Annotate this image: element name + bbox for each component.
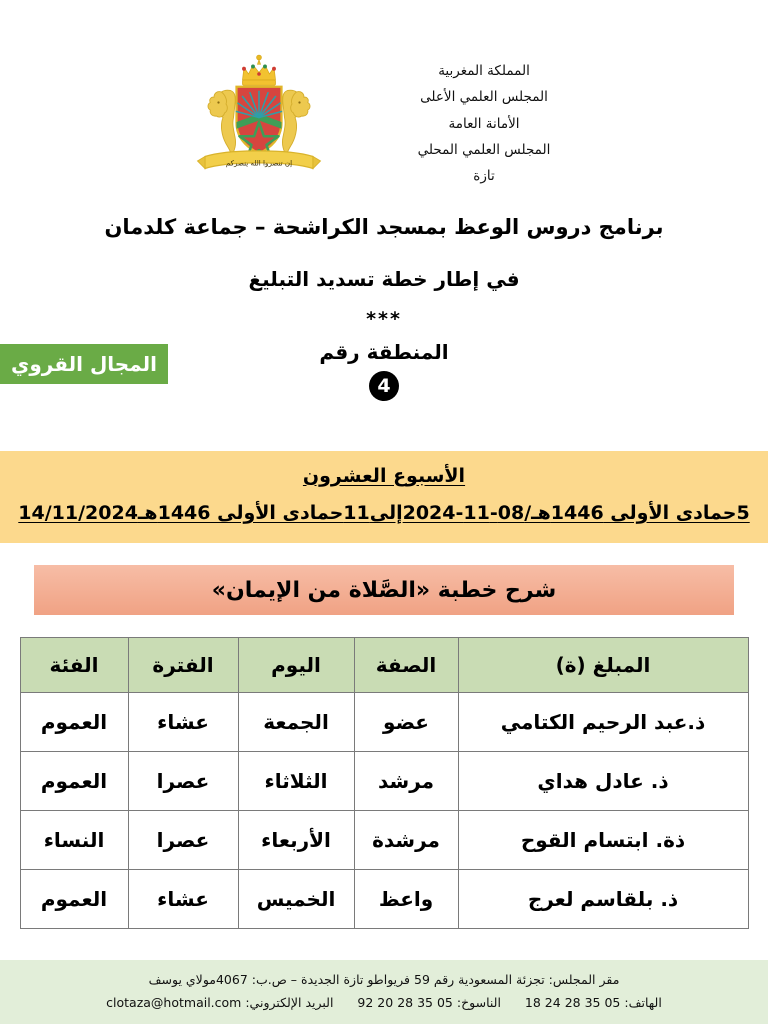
region-number-badge: 4	[369, 371, 399, 401]
table-header-row	[20, 638, 748, 693]
sermon-topic-banner: شرح خطبة «الصَّلاة من الإيمان»	[34, 565, 734, 615]
cell-name: ذ. بلقاسم لعرج	[458, 870, 748, 929]
cell-role: عضو	[354, 693, 458, 752]
table-row	[20, 752, 748, 811]
cell-role: واعظ	[354, 870, 458, 929]
region-row	[0, 339, 768, 439]
decorative-stars: ***	[366, 307, 402, 330]
ministry-line: تازة	[473, 168, 495, 185]
table-row	[20, 693, 748, 752]
sermon-banner-wrap	[0, 565, 768, 615]
ministry-line: المملكة المغربية	[438, 63, 530, 79]
cell-role: مرشدة	[354, 811, 458, 870]
fax-label: الناسوخ:	[456, 994, 501, 1010]
ministry-line: المجلس العلمي المحلي	[417, 141, 551, 158]
cell-time: عصرا	[128, 811, 238, 870]
schedule-table-wrap	[0, 637, 768, 929]
table-row	[20, 870, 748, 929]
cell-name: ذة. ابتسام القوح	[458, 811, 748, 870]
cell-category: النساء	[20, 811, 128, 870]
phone-value: 05 35 28 24 18	[524, 994, 621, 1010]
email-label: البريد الإلكتروني:	[245, 994, 334, 1010]
footer-address: مقر المجلس: تجزئة المسعودية رقم 59 فريواطو تازة الجديدة – ص.ب: 4067مولاي يوسف	[148, 971, 620, 987]
footer-contact-line	[0, 991, 768, 1014]
column-header-name: المبلغ (ة)	[458, 638, 748, 693]
page-title: برنامج دروس الوعظ بمسجد الكراشحة – جماعة كلدمان	[104, 215, 664, 239]
title-block	[0, 208, 768, 329]
cell-day: الخميس	[238, 870, 354, 929]
cell-time: عشاء	[128, 870, 238, 929]
cell-day: الجمعة	[238, 693, 354, 752]
email-value: clotaza@hotmail.com	[106, 994, 242, 1010]
column-header-time: الفترة	[128, 638, 238, 693]
week-date-range: 5حمادى الأولى 1446هـ/08-11-2024إلى11حمادى الأولى 1446هـ14/11/2024	[18, 501, 750, 524]
phone-label: الهاتف:	[624, 994, 662, 1010]
cell-name: ذ.عبد الرحيم الكتامي	[458, 693, 748, 752]
moroccan-coat-of-arms-icon	[184, 44, 334, 194]
document-footer	[0, 960, 768, 1024]
cell-time: عصرا	[128, 752, 238, 811]
page-subtitle: في إطار خطة تسديد التبليغ	[248, 266, 520, 291]
schedule-table	[20, 637, 749, 929]
week-banner	[0, 451, 768, 544]
cell-category: العموم	[20, 752, 128, 811]
table-row	[20, 811, 748, 870]
column-header-day: اليوم	[238, 638, 354, 693]
column-header-role: الصفة	[354, 638, 458, 693]
cell-category: العموم	[20, 693, 128, 752]
week-title: الأسبوع العشرون	[302, 464, 466, 487]
rural-area-badge: المجال القروي	[0, 344, 168, 384]
ministry-line: الأمانة العامة	[448, 115, 520, 132]
svg-text:إن تنصروا الله ينصركم: إن تنصروا الله ينصركم	[225, 158, 293, 168]
column-header-category: الفئة	[20, 638, 128, 693]
region-label: المنطقة رقم	[319, 339, 449, 364]
document-header	[0, 0, 768, 194]
cell-category: العموم	[20, 870, 128, 929]
fax-value: 05 35 28 20 92	[357, 994, 453, 1010]
cell-name: ذ. عادل هداي	[458, 752, 748, 811]
ministry-heading-block	[384, 44, 584, 190]
cell-day: الأربعاء	[238, 811, 354, 870]
cell-day: الثلاثاء	[238, 752, 354, 811]
ministry-line: المجلس العلمي الأعلى	[420, 89, 548, 106]
cell-time: عشاء	[128, 693, 238, 752]
cell-role: مرشد	[354, 752, 458, 811]
